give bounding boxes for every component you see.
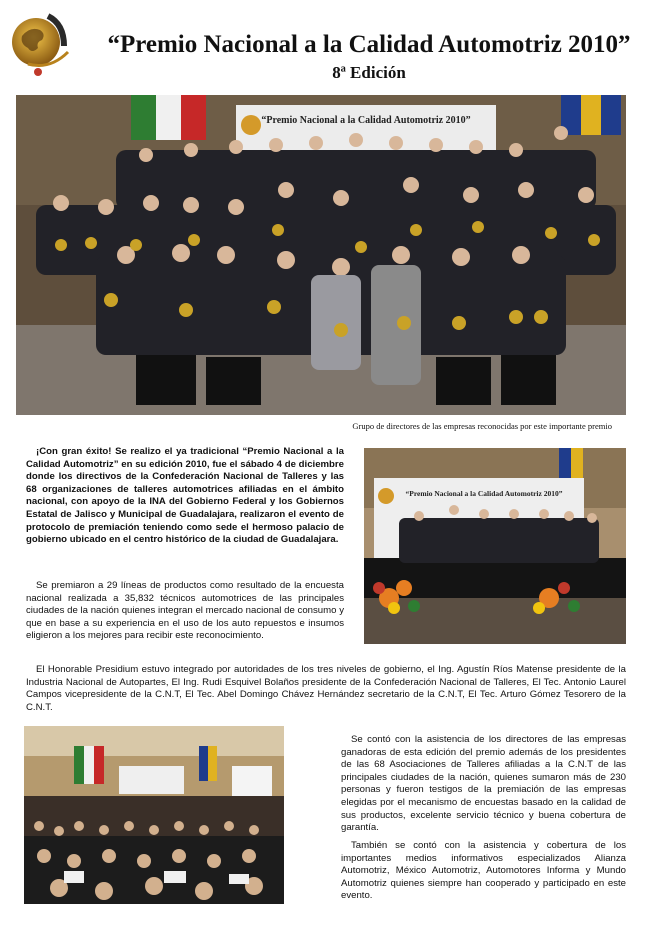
banner-text: “Premio Nacional a la Calidad Automotriz 2010” — [261, 115, 471, 126]
ceremony-banner-text: “Premio Nacional a la Calidad Automotriz 2010” — [405, 489, 563, 498]
page-title: “Premio Nacional a la Calidad Automotriz 2010” — [107, 31, 631, 58]
paragraph-attendance: Se contó con la asistencia de los directores de las empresas ganadoras de esta edición del premio además de los presidentes de las 68 Asociaciones de Talleres afiliadas a la C.N.T de las principales ciudades de la nación, quienes sumaron más de 230 personas y fueron testigos de la premiación de las empresas elegidas por el mecanismo de encuestas basado en la calidad de sus productos, excelente servicio técnico y buena cobertura de garantía. — [341, 734, 626, 834]
paragraph-media: También se contó con la asistencia y cobertura de los importantes medios informativos especializados Alianza Automotriz, México Automotriz, Automotores Informa y Mundo Automotriz quienes siempre han cooperado y participado en este evento. — [341, 840, 626, 902]
group-photo — [16, 95, 626, 415]
paragraph-survey: Se premiaron a 29 líneas de productos como resultado de la encuesta nacional realizada a 35,832 técnicos automotrices de las principales ciudades de la nación quienes integran el mercado nacional de consumo y que en base a su experiencia en el uso de los auto repuestos e insumos eligieron a los mejores para recibir este reconocimiento. — [26, 580, 344, 642]
award-logo — [8, 6, 78, 82]
edition-subtitle: 8ª Edición — [332, 63, 406, 82]
paragraph-presidium: El Honorable Presidium estuvo integrado por autoridades de los tres niveles de gobierno, el Ing. Agustín Ríos Matense presidente de la Industria Nacional de Autopartes, El Ing. Rudi Esquivel Bolaños presidente de la Confederación Nacional de Talleres, El Tec. Antonio Laurel Campos vicepresidente de la C.N.T, El Tec. Abel Domingo Chávez Hernández secretario de la C.N.T, El Tec. Arturo Gómez Tesorero de la C.N.T. — [26, 664, 626, 713]
ceremony-photo — [364, 448, 626, 644]
photo-caption: Grupo de directores de las empresas reconocidas por este importante premio — [352, 421, 612, 431]
audience-photo — [24, 726, 284, 904]
paragraph-intro: ¡Con gran éxito! Se realizo el ya tradicional “Premio Nacional a la Calidad Automotriz” en su edición 2010, fue el sábado 4 de diciembre donde los directivos de la Confederación Nacional de Talleres y las 68 organizaciones de talleres automotrices afiliadas en el ámbito nacional, con apoyo de la INA del Gobierno Federal y los Gobiernos Estatal de Jalisco y Municipal de Guadalajara, realizaron el evento de protocolo de premiación teniendo como sede el hermoso palacio de gobierno ubicado en el centro histórico de la ciudad de Guadalajara. — [26, 446, 344, 546]
